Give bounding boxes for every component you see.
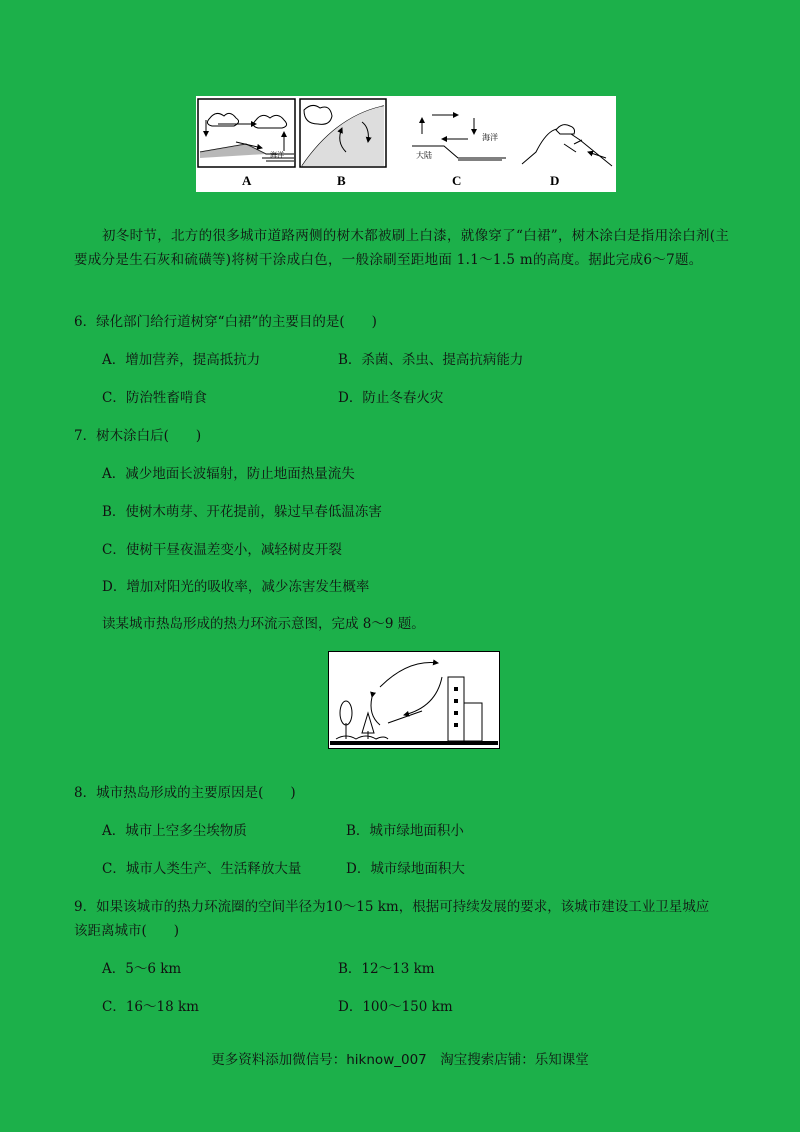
panel-c-land-label: 大陆 — [416, 151, 432, 160]
question-9-option-a: A．5～6 km — [102, 961, 182, 977]
question-6-option-b: B．杀菌、杀虫、提高抗病能力 — [338, 352, 524, 368]
question-8-option-a: A．城市上空多尘埃物质 — [102, 823, 247, 839]
question-8-option-c: C．城市人类生产、生活释放大量 — [102, 861, 302, 877]
question-7-option-d: D．增加对阳光的吸收率，减少冻害发生概率 — [102, 579, 370, 595]
question-6-stem: 6．绿化部门给行道树穿“白裙”的主要目的是( ) — [74, 314, 377, 330]
figure-label-d: D — [550, 173, 560, 188]
intro-8-9: 读某城市热岛形成的热力环流示意图，完成 8～9 题。 — [102, 616, 425, 632]
question-7-stem: 7．树木涂白后( ) — [74, 428, 202, 444]
footer-promo: 更多资料添加微信号：hiknow_007 淘宝搜索店铺：乐知课堂 — [211, 1052, 589, 1068]
question-7-option-c: C．使树干昼夜温差变小，减轻树皮开裂 — [102, 542, 342, 558]
circulation-figure-svg — [196, 96, 616, 192]
panel-a-sea-label: 海洋 — [270, 151, 284, 159]
figure-label-c: C — [452, 173, 462, 188]
panel-c-sea-label: 海洋 — [482, 133, 498, 142]
panel-b — [300, 99, 386, 167]
panel-c — [412, 115, 506, 160]
panel-a — [198, 99, 295, 167]
panel-d — [522, 125, 612, 166]
heat-island-svg — [328, 651, 500, 749]
question-7-option-b: B．使树木萌芽、开花提前，躲过早春低温冻害 — [102, 504, 382, 520]
question-7-option-a: A．减少地面长波辐射，防止地面热量流失 — [102, 466, 355, 482]
question-6-option-a: A．增加营养，提高抵抗力 — [102, 352, 261, 368]
figure-label-b: B — [337, 173, 346, 188]
question-9-stem-line2: 该距离城市( ) — [74, 923, 180, 939]
circulation-figure-abcd — [196, 96, 616, 192]
question-6-option-d: D．防止冬春火灾 — [338, 390, 444, 406]
question-8-option-b: B．城市绿地面积小 — [346, 823, 464, 839]
question-9-option-b: B．12～13 km — [338, 961, 435, 977]
question-9-option-d: D．100～150 km — [338, 999, 453, 1015]
question-8-option-d: D．城市绿地面积大 — [346, 861, 465, 877]
question-9-option-c: C．16～18 km — [102, 999, 199, 1015]
question-6-option-c: C．防治牲畜啃食 — [102, 390, 207, 406]
question-8-stem: 8．城市热岛形成的主要原因是( ) — [74, 785, 296, 801]
heat-island-figure — [328, 651, 500, 749]
passage-6-7: 初冬时节，北方的很多城市道路两侧的树木都被刷上白漆，就像穿了“白裙”，树木涂白是指用涂白剂(主要成分是生石灰和硫磺等)将树干涂成白色，一般涂刷至距地面 1.1～1.5 m的高度。据此完成6～7题。 — [74, 228, 730, 268]
question-9-stem-line1: 9．如果该城市的热力环流圈的空间半径为10～15 km，根据可持续发展的要求，该城市建设工业卫星城应 — [74, 899, 710, 915]
figure-label-a: A — [242, 173, 252, 188]
